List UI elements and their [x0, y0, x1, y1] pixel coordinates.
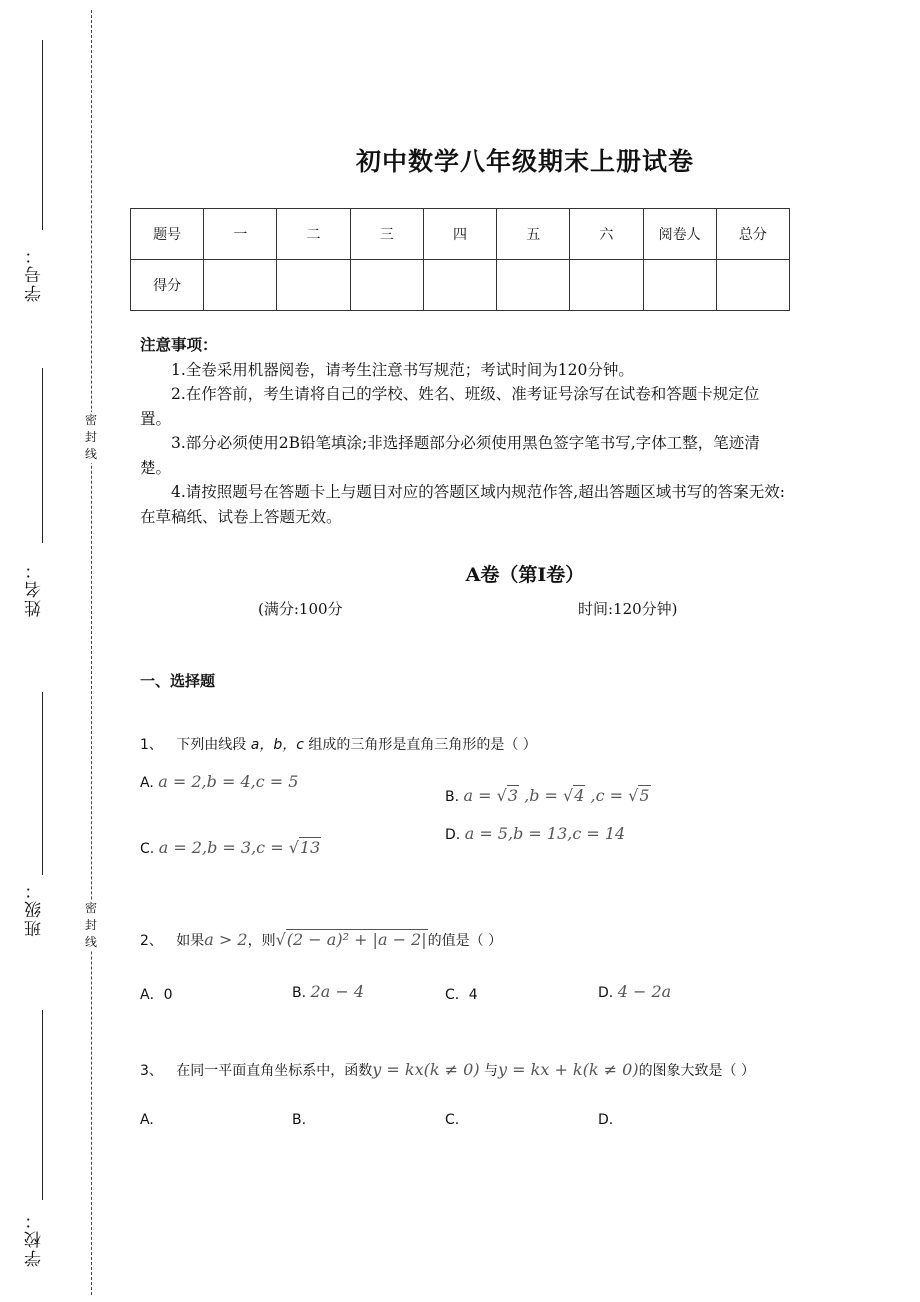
- class-line[interactable]: [42, 692, 43, 875]
- header-cell: 三: [350, 209, 423, 260]
- question-1: [140, 734, 537, 754]
- question-vars: a，b，c: [250, 737, 304, 753]
- header-cell: 六: [570, 209, 643, 260]
- score-cell[interactable]: [423, 260, 496, 311]
- q3-option-c[interactable]: C.: [445, 1112, 460, 1128]
- option-math: a = 5,b = 13,c = 14: [464, 824, 626, 843]
- score-cell[interactable]: [350, 260, 423, 311]
- score-cell[interactable]: [570, 260, 643, 311]
- option-label: D.: [445, 827, 461, 843]
- question-text: 在同一平面直角坐标系中，函数: [176, 1063, 373, 1079]
- score-table-score-row: [131, 260, 790, 311]
- q3-option-a[interactable]: A.: [140, 1112, 154, 1128]
- function-2: y = kx + k(k ≠ 0): [498, 1060, 639, 1079]
- score-table-header-row: [131, 209, 790, 260]
- notice-item: 3.部分必须使用2B铅笔填涂;非选择题部分必须使用黑色签字笔书写,字体工整，笔迹清楚。: [140, 434, 760, 477]
- question-condition: a > 2: [204, 930, 248, 949]
- q2-option-a[interactable]: A．0: [140, 987, 173, 1003]
- q2-option-c[interactable]: C．4: [445, 987, 478, 1003]
- score-row-label: 得分: [131, 260, 204, 311]
- option-math: a = √3 ,b = √4 ,c = √5: [463, 786, 650, 805]
- class-label: 班级：: [25, 880, 45, 937]
- q3-option-d[interactable]: D.: [598, 1112, 614, 1128]
- notice-item: 4.请按照题号在答题卡上与题目对应的答题区域内规范作答,超出答题区域书写的答案无效:在草稿纸、试卷上答题无效。: [140, 483, 785, 526]
- q2-option-d[interactable]: [598, 982, 671, 1001]
- score-cell[interactable]: [277, 260, 350, 311]
- header-cell: 二: [277, 209, 350, 260]
- seal-dashed-line: [91, 10, 92, 1295]
- question-2: [140, 930, 502, 950]
- score-cell[interactable]: [716, 260, 789, 311]
- school-line[interactable]: [42, 1010, 43, 1200]
- function-1: y = kx(k ≠ 0): [372, 1060, 480, 1079]
- page-title: 初中数学八年级期末上册试卷: [355, 147, 694, 176]
- q1-option-c[interactable]: [140, 838, 321, 857]
- question-text: 组成的三角形是直角三角形的是（ ）: [308, 737, 537, 753]
- question-expression: √(2 − a)² + |a − 2|: [275, 930, 427, 949]
- question-number: 2、: [140, 933, 163, 949]
- option-label: D.: [598, 985, 614, 1001]
- student-id-label: 学号：: [25, 245, 45, 302]
- question-text: ，则: [247, 933, 276, 949]
- q1-option-a[interactable]: [140, 772, 298, 791]
- question-text: 的图象大致是（ ）: [638, 1063, 756, 1079]
- score-table: [130, 208, 790, 311]
- question-3: [140, 1060, 755, 1080]
- score-cell[interactable]: [204, 260, 277, 311]
- option-math: 2a − 4: [310, 982, 364, 1001]
- score-cell[interactable]: [497, 260, 570, 311]
- header-cell: 四: [423, 209, 496, 260]
- question-number: 1、: [140, 737, 163, 753]
- header-cell: 五: [497, 209, 570, 260]
- score-cell[interactable]: [643, 260, 716, 311]
- option-label: C.: [140, 841, 155, 857]
- seal-text-upper: 密封线: [84, 413, 97, 461]
- header-cell: 题号: [131, 209, 204, 260]
- question-text: 下列由线段: [176, 737, 247, 753]
- notice-item: 2.在作答前，考生请将自己的学校、姓名、班级、准考证号涂写在试卷和答题卡规定位置。: [140, 385, 760, 428]
- notice-block: [140, 333, 790, 529]
- question-text: 如果: [176, 933, 205, 949]
- q3-option-b[interactable]: B.: [292, 1112, 307, 1128]
- name-label: 姓名：: [25, 560, 45, 617]
- school-label: 学校：: [25, 1210, 45, 1267]
- q2-option-b[interactable]: [292, 982, 364, 1001]
- question-number: 3、: [140, 1063, 163, 1079]
- seal-text-lower: 密封线: [84, 901, 97, 949]
- header-cell: 一: [204, 209, 277, 260]
- option-math: a = 2,b = 4,c = 5: [158, 772, 299, 791]
- notice-item: 1.全卷采用机器阅卷，请考生注意书写规范；考试时间为120分钟。: [171, 360, 634, 379]
- header-cell: 阅卷人: [643, 209, 716, 260]
- option-math: 4 − 2a: [617, 982, 672, 1001]
- q1-option-d[interactable]: [445, 824, 625, 843]
- header-cell: 总分: [716, 209, 789, 260]
- option-math: a = 2,b = 3,c = √13: [158, 838, 321, 857]
- exam-time: 时间:120分钟): [578, 600, 678, 618]
- option-label: A.: [140, 775, 154, 791]
- name-line[interactable]: [42, 368, 43, 543]
- option-label: B.: [445, 789, 460, 805]
- part-title: 一、选择题: [140, 672, 216, 690]
- student-id-line[interactable]: [42, 40, 43, 230]
- question-text: 的值是（ ）: [427, 933, 503, 949]
- q1-option-b[interactable]: [445, 786, 651, 805]
- section-title: A卷（第I卷）: [465, 564, 585, 586]
- notice-heading: 注意事项：: [140, 335, 218, 354]
- option-label: B.: [292, 985, 307, 1001]
- full-score: (满分:100分: [258, 600, 343, 618]
- question-text: 与: [484, 1063, 499, 1079]
